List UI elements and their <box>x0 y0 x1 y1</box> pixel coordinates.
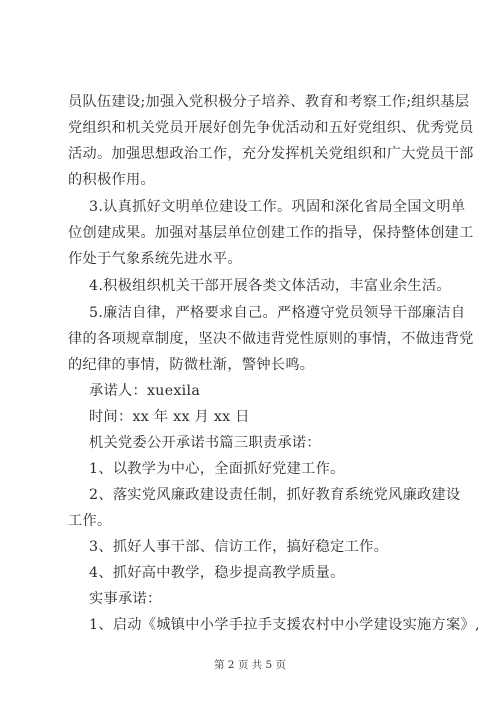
body-line: 作处于气象系统先进水平。 <box>68 251 242 267</box>
body-line: 的纪律的事情，防微杜渐，警钟长鸣。 <box>68 357 315 373</box>
body-line: 员队伍建设;加强入党积极分子培养、教育和考察工作;组织基层 <box>68 94 470 110</box>
body-line: 4.积极组织机关干部开展各类文体活动，丰富业余生活。 <box>89 278 451 294</box>
body-line: 3、抓好人事干部、信访工作，搞好稳定工作。 <box>89 539 389 555</box>
body-line: 实事承诺： <box>89 591 162 607</box>
body-line: 律的各项规章制度，坚决不做违背党性原则的事情，不做违背党 <box>68 331 474 347</box>
body-line: 活动。加强思想政治工作，充分发挥机关党组织和广大党员干部 <box>68 146 474 162</box>
body-line: 5.廉洁自律，严格要求自己。严格遵守党员领导干部廉洁自 <box>89 305 466 321</box>
signatory-line: 承诺人：xuexila <box>89 383 201 399</box>
body-line: 位创建成果。加强对基层单位创建工作的指导，保持整体创建工 <box>68 225 474 241</box>
page-number: 第 2 页 共 5 页 <box>213 659 287 671</box>
body-line: 的积极作用。 <box>68 172 155 188</box>
body-line: 4、抓好高中教学，稳步提高教学质量。 <box>89 565 345 581</box>
section-heading: 机关党委公开承诺书篇三职责承诺： <box>89 435 321 451</box>
body-line: 1、启动《城镇中小学手拉手支援农村中小学建设实施方案》, <box>89 617 480 633</box>
body-line: 1、以教学为中心，全面抓好党建工作。 <box>89 461 345 477</box>
body-line: 党组织和机关党员开展好创先争优活动和五好党组织、优秀党员 <box>68 120 474 136</box>
body-line: 3.认真抓好文明单位建设工作。巩固和深化省局全国文明单 <box>89 199 466 215</box>
body-line: 工作。 <box>68 513 112 529</box>
body-line: 2、落实党风廉政建设责任制，抓好教育系统党风廉政建设 <box>89 487 461 503</box>
date-line: 时间：xx 年 xx 月 xx 日 <box>89 409 250 425</box>
